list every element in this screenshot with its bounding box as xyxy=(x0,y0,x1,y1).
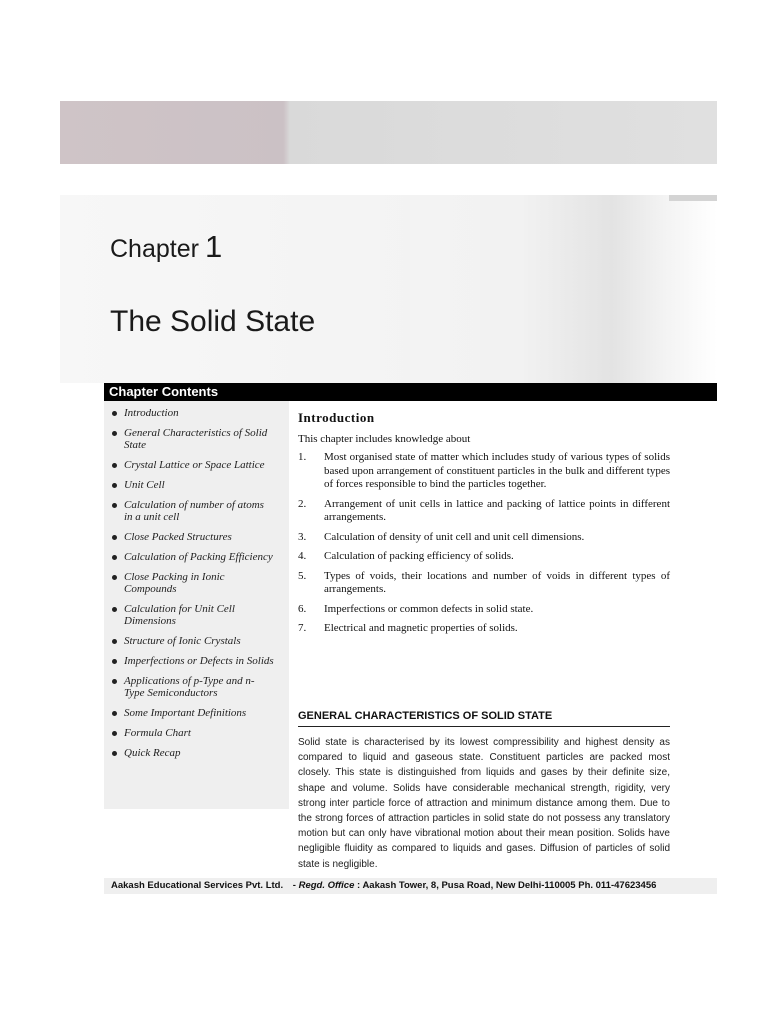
contents-item xyxy=(112,427,274,451)
contents-item-label: Structure of Ionic Crystals xyxy=(124,635,241,647)
point-text: Calculation of packing efficiency of solids. xyxy=(324,550,514,562)
chapter-title: The Solid State xyxy=(110,305,316,338)
bullet-icon xyxy=(112,659,117,664)
contents-item xyxy=(112,603,274,627)
introduction-point xyxy=(298,451,670,492)
contents-item xyxy=(112,531,274,543)
point-number: 1. xyxy=(298,451,307,463)
contents-item xyxy=(112,655,274,667)
point-number: 7. xyxy=(298,622,307,634)
contents-item xyxy=(112,407,274,419)
contents-item xyxy=(112,675,274,699)
contents-item-label: Calculation of Packing Efficiency xyxy=(124,551,273,563)
chapter-contents-bar xyxy=(104,383,717,401)
bullet-icon xyxy=(112,555,117,560)
general-characteristics-heading: GENERAL CHARACTERISTICS OF SOLID STATE xyxy=(298,710,670,727)
contents-item-label: General Characteristics of Solid State xyxy=(124,427,268,451)
bullet-icon xyxy=(112,431,117,436)
page-footer xyxy=(104,878,717,894)
contents-item-label: Introduction xyxy=(124,407,179,419)
bullet-icon xyxy=(112,483,117,488)
bullet-icon xyxy=(112,607,117,612)
panel-edge-decoration xyxy=(669,195,717,201)
point-number: 6. xyxy=(298,602,307,615)
contents-item xyxy=(112,479,274,491)
bullet-icon xyxy=(112,535,117,540)
bullet-icon xyxy=(112,751,117,756)
contents-item-label: Applications of p-Type and n-Type Semiconductors xyxy=(124,675,255,699)
contents-item xyxy=(112,747,274,759)
chapter-label xyxy=(110,229,222,265)
chapter-title-panel xyxy=(60,195,717,383)
introduction-heading: Introduction xyxy=(298,410,375,425)
bullet-icon xyxy=(112,503,117,508)
contents-item xyxy=(112,635,274,647)
introduction-lead: This chapter includes knowledge about xyxy=(298,433,471,445)
bullet-icon xyxy=(112,639,117,644)
contents-item-label: Calculation of number of atoms in a unit cell xyxy=(124,499,264,523)
footer-separator: - xyxy=(290,880,299,891)
footer-company: Aakash Educational Services Pvt. Ltd. xyxy=(111,880,284,891)
bullet-icon xyxy=(112,731,117,736)
footer-address: : Aakash Tower, 8, Pusa Road, New Delhi-110005 Ph. 011-47623456 xyxy=(354,880,657,891)
bullet-icon xyxy=(112,463,117,468)
introduction-point xyxy=(298,570,670,597)
contents-item-label: Formula Chart xyxy=(124,727,191,739)
point-number: 3. xyxy=(298,530,307,543)
introduction-point xyxy=(298,622,670,636)
point-text: Types of voids, their locations and number of voids in different types of arrangements. xyxy=(324,569,670,595)
introduction-point xyxy=(298,498,670,525)
bullet-icon xyxy=(112,679,117,684)
introduction-point xyxy=(298,550,670,564)
contents-item-label: Close Packing in Ionic Compounds xyxy=(124,571,225,595)
contents-item xyxy=(112,459,274,471)
contents-item xyxy=(112,551,274,563)
footer-regd-label: Regd. Office xyxy=(298,880,355,891)
contents-item-label: Quick Recap xyxy=(124,747,181,759)
chapter-number: 1 xyxy=(204,229,223,264)
point-text: Most organised state of matter which includes study of various types of solids based upon arrangement of constituent particles in the bulk and different types of forces responsible to bind the particles together. xyxy=(324,451,670,490)
general-characteristics-body: Solid state is characterised by its lowest compressibility and highest density as compared to liquid and gaseous state. Constituent particles are packed most closely. This state is distinguished from liquids and gases by their definite size, shape and volume. Solids have considerable mechanical strength, rigidity, very strong inter particle force of attraction and minimum distance among them. Due to the strong forces of attraction particles in solid state do not possess any translatory motion but can only have vibrational motion about their mean position. Solids have negligible fluidity as compared to liquids and gases. Diffusion of particles of solid state is negligible. xyxy=(298,737,670,870)
chapter-word: Chapter xyxy=(110,235,199,263)
introduction-section xyxy=(298,410,670,642)
bullet-icon xyxy=(112,575,117,580)
point-text: Calculation of density of unit cell and unit cell dimensions. xyxy=(324,530,585,543)
introduction-point xyxy=(298,603,670,617)
contents-item-label: Some Important Definitions xyxy=(124,707,247,719)
point-text: Imperfections or common defects in solid state. xyxy=(324,602,534,615)
contents-item-label: Crystal Lattice or Space Lattice xyxy=(124,459,265,471)
chapter-contents-heading: Chapter Contents xyxy=(109,384,219,399)
introduction-point xyxy=(298,531,670,545)
general-characteristics-section xyxy=(298,710,670,872)
contents-item-label: Imperfections or Defects in Solids xyxy=(124,655,274,667)
point-number: 5. xyxy=(298,569,307,582)
point-number: 2. xyxy=(298,497,307,510)
contents-item-label: Unit Cell xyxy=(124,479,165,491)
contents-item xyxy=(112,727,274,739)
contents-item xyxy=(112,571,274,595)
contents-item-label: Close Packed Structures xyxy=(124,531,232,543)
bullet-icon xyxy=(112,711,117,716)
bullet-icon xyxy=(112,411,117,416)
point-text: Electrical and magnetic properties of solids. xyxy=(324,622,518,634)
header-band xyxy=(60,101,717,164)
contents-item xyxy=(112,499,274,523)
point-number: 4. xyxy=(298,550,307,562)
contents-item xyxy=(112,707,274,719)
contents-item-label: Calculation for Unit Cell Dimensions xyxy=(124,603,235,627)
chapter-contents-list xyxy=(104,401,289,809)
point-text: Arrangement of unit cells in lattice and packing of lattice points in different arrangements. xyxy=(324,497,670,523)
